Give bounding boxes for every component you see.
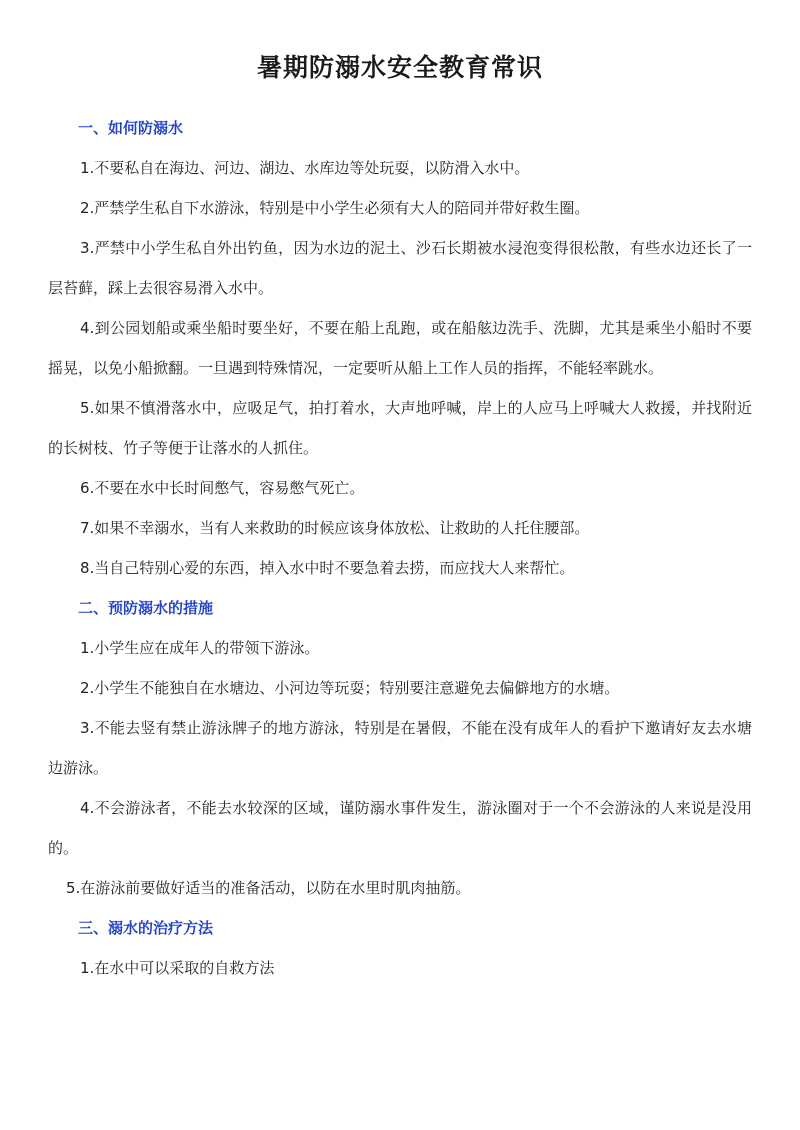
list-item: 5.如果不慎滑落水中，应吸足气，拍打着水，大声地呼喊，岸上的人应马上呼喊大人救援，并找附近的长树枝、竹子等便于让落水的人抓住。 <box>48 399 752 457</box>
list-item: 1.小学生应在成年人的带领下游泳。 <box>80 639 320 657</box>
list-item: 8.当自己特别心爱的东西，掉入水中时不要急着去捞，而应找大人来帮忙。 <box>80 559 575 577</box>
list-item: 3.严禁中小学生私自外出钓鱼，因为水边的泥土、沙石长期被水浸泡变得很松散，有些水边还长了一层苔藓，踩上去很容易滑入水中。 <box>48 239 752 297</box>
list-item: 4.不会游泳者，不能去水较深的区域，谨防溺水事件发生，游泳圈对于一个不会游泳的人来说是没用的。 <box>48 799 752 857</box>
section-treatment-methods <box>48 908 752 988</box>
list-item: 5.在游泳前要做好适当的准备活动，以防在水里时肌肉抽筋。 <box>66 879 471 897</box>
list-item: 1.在水中可以采取的自救方法 <box>80 959 275 977</box>
list-item: 3.不能去竖有禁止游泳牌子的地方游泳，特别是在暑假，不能在没有成年人的看护下邀请好友去水塘边游泳。 <box>48 719 752 777</box>
document-title: 暑期防溺水安全教育常识 <box>256 53 543 82</box>
list-item: 7.如果不幸溺水，当有人来救助的时候应该身体放松、让救助的人托住腰部。 <box>80 519 590 537</box>
list-item: 4.到公园划船或乘坐船时要坐好，不要在船上乱跑，或在船舷边洗手、洗脚，尤其是乘坐小船时不要摇晃，以免小船掀翻。一旦遇到特殊情况，一定要听从船上工作人员的指挥，不能轻率跳水。 <box>48 319 752 377</box>
list-item: 2.严禁学生私自下水游泳，特别是中小学生必须有大人的陪同并带好救生圈。 <box>80 199 590 217</box>
list-item: 2.小学生不能独自在水塘边、小河边等玩耍；特别要注意避免去偏僻地方的水塘。 <box>80 679 620 697</box>
section-prevention-measures <box>48 588 752 908</box>
section-how-to-prevent <box>48 108 752 588</box>
list-item: 1.不要私自在海边、河边、湖边、水库边等处玩耍，以防滑入水中。 <box>80 159 530 177</box>
section-heading: 二、预防溺水的措施 <box>78 599 214 617</box>
section-heading: 三、溺水的治疗方法 <box>78 919 214 937</box>
section-heading: 一、如何防溺水 <box>78 119 184 137</box>
list-item: 6.不要在水中长时间憋气，容易憋气死亡。 <box>80 479 365 497</box>
